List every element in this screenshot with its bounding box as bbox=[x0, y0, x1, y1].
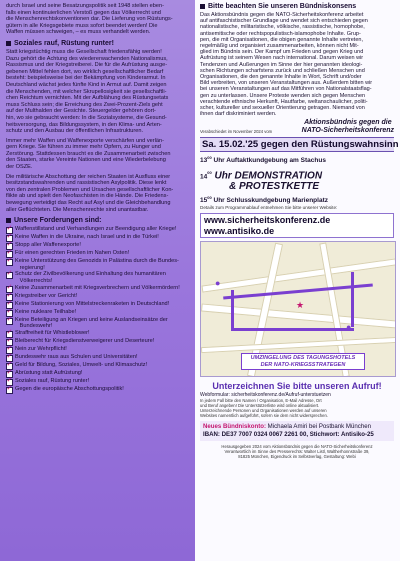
text-line: gütern in alle Kriegsgebiete muss sofort beendet werden! Die bbox=[6, 22, 158, 29]
bank-label: Neues Bündniskonto: bbox=[203, 423, 266, 431]
checkbox-check-icon bbox=[6, 387, 13, 394]
text-line: Websites namentlich aufgeführt, sofern sie dem nicht widersprechen. bbox=[200, 413, 328, 419]
text-line: Organisationen, die den genannte Inhalte in Wort, Schrift und/oder bbox=[200, 74, 362, 81]
text-line: bewegung verteidigt das Recht auf Asyl und die Gleichbehandlung bbox=[6, 200, 171, 207]
checkbox-check-icon bbox=[6, 259, 13, 266]
text-line: der OSZE. bbox=[6, 164, 33, 171]
bank-line bbox=[203, 423, 391, 431]
list-item-text: Bleiberecht für Kriegsdienstverweigerer und Deserteure! bbox=[15, 337, 155, 344]
text-line: ihnen darf diskriminiert werden. bbox=[200, 111, 277, 118]
list-item bbox=[6, 378, 191, 386]
website-box bbox=[200, 213, 394, 238]
list-item-text bbox=[15, 271, 166, 284]
soziales-paragraph-1 bbox=[6, 49, 191, 135]
text-line: Deutschland wächst jedes fünfte Kind in Armut auf. Damit zeigen bbox=[6, 81, 167, 88]
website-link-sicherheitskonferenz[interactable]: www.sicherheitskonferenz.de bbox=[204, 215, 331, 226]
list-item bbox=[6, 346, 191, 354]
list-item bbox=[6, 226, 191, 234]
bank-account-box bbox=[200, 421, 394, 441]
text-line: schutz und den Ausbau der öffentlichen Infrastrukturen. bbox=[6, 128, 144, 135]
intro-paragraph bbox=[6, 3, 191, 36]
list-item bbox=[6, 362, 191, 370]
list-item-line: Völkerrechts! bbox=[15, 278, 53, 284]
square-bullet-icon bbox=[200, 4, 205, 9]
text-line: die Menschenrechtskonventionen dar. Die Lieferung von Rüstungs- bbox=[6, 16, 173, 23]
text-line: die Menschenden, mit welcher Skrupellosigkeit sie gesellschaftli- bbox=[6, 88, 167, 95]
event-time: 13 bbox=[200, 157, 208, 165]
list-item-text: Soziales rauf, Rüstung runter! bbox=[15, 377, 89, 384]
text-line: Das Aktionsbündnis gegen die NATO-Sicherheitskonferenz arbeitet bbox=[200, 12, 364, 18]
list-item-line: Bundeswehr! bbox=[15, 323, 53, 330]
event-demonstration bbox=[200, 168, 394, 182]
soziales-paragraph-3 bbox=[6, 174, 191, 214]
route-map bbox=[200, 241, 396, 377]
checkbox-check-icon bbox=[6, 318, 13, 325]
text-line: Tendenzen und Äußerungen im Sinne der hier genannten ideologi- bbox=[200, 61, 363, 68]
event-text: Uhr Auftaktkundgebung am Stachus bbox=[213, 157, 326, 165]
text-line: Bild verbreiten, von unseren Veranstaltungen aus. Außerdem bitten wir bbox=[200, 80, 373, 87]
text-line: auf antifaschistischer Grundlage und wendet sich entschieden gegen bbox=[200, 18, 368, 25]
map-street bbox=[201, 258, 396, 292]
list-item bbox=[6, 330, 191, 338]
list-item bbox=[6, 354, 191, 362]
list-item bbox=[6, 301, 191, 309]
text-line: In jedem Fall bitte den Namen / Organisation, E-Mail Adresse, Ort bbox=[200, 398, 322, 404]
list-item-line: regierung! bbox=[15, 264, 45, 271]
text-line: glied im Bündnis sein. Der Kampf um Frieden und gegen Krieg und bbox=[200, 49, 364, 56]
list-item-text: Für einen gerechten Frieden im Nahen Osten! bbox=[15, 250, 130, 257]
list-item-text: Gegen die europäische Abschottungspolitik! bbox=[15, 385, 124, 392]
text-line: bei unseren Veranstaltungen auf das Mitführen von Nationalstaatsflag- bbox=[200, 86, 372, 93]
list-item bbox=[6, 370, 191, 378]
event-closing bbox=[200, 195, 394, 204]
list-item bbox=[6, 242, 191, 250]
list-item-text: Stopp aller Waffenexporte! bbox=[15, 242, 81, 249]
list-item-text: Kriegstreiber vor Gericht! bbox=[15, 292, 78, 299]
event-time: 14 bbox=[200, 172, 208, 180]
website-link-antisiko[interactable]: www.antisiko.de bbox=[204, 225, 275, 236]
text-line: flikte ab und spielt den Neofaschisten in die Hände. Die Friedens- bbox=[6, 193, 169, 200]
event-time-minutes: 00 bbox=[207, 155, 212, 161]
list-item-text: Geld für Bildung, Soziales, Umwelt- und Klimaschutz! bbox=[15, 361, 148, 368]
org-line: Aktionsbündnis gegen die bbox=[304, 119, 392, 127]
list-item-text: Abrüstung statt Aufrüstung! bbox=[15, 369, 83, 376]
text-line: von den zentralen Problemen und Ursachen gesellschaftlicher Kon- bbox=[6, 186, 174, 193]
list-item bbox=[6, 293, 191, 301]
organisation-name bbox=[302, 119, 394, 134]
route-line bbox=[231, 328, 354, 331]
right-column bbox=[200, 3, 399, 460]
section-heading-forderungen: Unsere Forderungen sind: bbox=[6, 217, 191, 224]
text-line: verachtende ethnische Herkunft, Hautfarbe, weltanschaulicher, politi- bbox=[200, 98, 368, 105]
list-item-line: Schutz der Zivilbevölkerung und Einhaltung des humanitären bbox=[15, 271, 166, 278]
text-line: auf der Multhalden der Gesichte. Steuergelder gehören dort- bbox=[6, 108, 156, 115]
list-item-text: Waffenstillstand und Verhandlungen zur Beendigung aller Kriege! bbox=[15, 226, 177, 233]
text-line: Immer mehr Waffen und Waffenexporte verschärfen und verlän- bbox=[6, 137, 164, 144]
text-line: und Beruf angeben! Die Unterstützerliste wird online aktualisiert. bbox=[200, 403, 320, 409]
text-line: aller Geflüchteten. Die Menschenrechte sind unantastbar. bbox=[6, 206, 149, 213]
list-item bbox=[6, 271, 191, 284]
section-heading-soziales: Soziales rauf, Rüstung runter! bbox=[6, 40, 191, 47]
event-time: 15 bbox=[200, 197, 208, 205]
text-line: antisemitische oder rechtspopulistisch-islamophobe Inhalte. Grup- bbox=[200, 30, 361, 37]
event-demonstration-line2: & PROTESTKETTE bbox=[229, 180, 320, 192]
details-note: Details zum Programmablauf entnehmen Sie bitte unserer Website: bbox=[200, 205, 338, 211]
list-item-text: Straffreiheit für Whistleblower! bbox=[15, 329, 90, 336]
map-street bbox=[201, 337, 396, 353]
event-text: Uhr Schlusskundgebung Marienplatz bbox=[213, 197, 328, 205]
text-line: chen Reichtum vernichten. Mit der Aufblähung des Rüstungsetats bbox=[6, 95, 169, 102]
list-item bbox=[6, 285, 191, 293]
text-line: gen zu unterlassen. Unsere Proteste wenden sich gegen Menschen bbox=[200, 92, 366, 99]
text-line: pen, die mit Organisationen, die obigen genannte Inhalte vertreten, bbox=[200, 36, 363, 43]
text-line: schen Richtungen scharfstens zurück und schließen Menschen und bbox=[200, 67, 365, 74]
list-item bbox=[6, 338, 191, 346]
consensus-paragraph bbox=[200, 12, 394, 117]
list-item-text: Keine nukleare Teilhabe! bbox=[15, 308, 77, 315]
left-column bbox=[0, 0, 195, 561]
list-item-text: Bundeswehr raus aus Schulen und Universitäten! bbox=[15, 353, 138, 360]
demands-list bbox=[6, 226, 191, 394]
text-line: Aufrüstung ist seinem Wesen nach international. Darum weisen wir bbox=[200, 55, 364, 62]
text-line: regelmäßig und organisiert zusammenarbeiten, können nicht Mit- bbox=[200, 43, 359, 50]
list-item-text: Keine Stationierung von Mittelstreckenraketen in Deutschland! bbox=[15, 300, 170, 307]
text-line: scher, kultureller und sexueller Orientierung getragen. Niemand von bbox=[200, 105, 365, 112]
list-item bbox=[6, 250, 191, 258]
signing-notes bbox=[200, 398, 394, 418]
soziales-paragraph-2 bbox=[6, 138, 191, 171]
text-line: falls einen kontinuierlichen Verstoß gegen das Völkerrecht und bbox=[6, 9, 161, 16]
text-line: Unterzeichnende Personen und Organisationen werden auf unseren bbox=[200, 408, 327, 414]
list-item-text bbox=[15, 317, 168, 330]
list-item bbox=[6, 309, 191, 317]
route-line bbox=[351, 272, 354, 327]
event-text: Uhr DEMONSTRATION bbox=[214, 169, 323, 181]
date-banner: Sa. 15.02.'25 gegen den Rüstungswahnsinn bbox=[202, 139, 399, 151]
iban-line: IBAN: DE37 7007 0324 0067 2261 00, Stichwort: Antisiko-25 bbox=[203, 431, 374, 439]
event-kickoff bbox=[200, 155, 394, 164]
list-item bbox=[6, 234, 191, 242]
text-line: Die militärische Abschottung der reichen Staaten ist Ausfluss einer bbox=[6, 173, 171, 180]
text-line: Statt kriegstüchtig muss die Gesellschaft friedensfähig werden! bbox=[6, 48, 162, 55]
text-line: Verantwortlich im Sinne des Presserechts: Walter Listl, Waltherhonnstraße 39, bbox=[224, 449, 370, 455]
list-item-text: Nein zur Wehrpflicht! bbox=[15, 345, 67, 352]
end-pin-icon: ● bbox=[346, 322, 352, 333]
square-bullet-icon bbox=[6, 41, 11, 46]
start-pin-icon: ● bbox=[215, 278, 221, 289]
list-item bbox=[6, 386, 191, 394]
text-line: Rassismus und der Kriegstreiberei. Die für die Aufrüstung ausge- bbox=[6, 62, 168, 69]
text-line: nationalistische, militaristische, völkische, rassistische, homophobe, bbox=[200, 24, 365, 31]
org-line: NATO-Sicherheitskonferenz bbox=[301, 126, 394, 134]
map-banner bbox=[241, 353, 365, 370]
text-line: muss Schluss sein; die Erreichung des Zwei-Prozent-Ziels geht bbox=[6, 101, 163, 108]
list-item-line: Keine Beteiligung an Kriegen und keine Auslandseinsätze der bbox=[15, 316, 168, 323]
support-heading: Unterzeichnen Sie bitte unseren Aufruf! bbox=[212, 381, 382, 392]
text-line: hin, wo sie gebraucht werden: In die Sozialsysteme, die Gesund- bbox=[6, 114, 167, 121]
signature-row bbox=[200, 119, 394, 134]
list-item-text: Keine Waffen in die Ukraine, nach Israel und in die Türkei! bbox=[15, 234, 159, 241]
checkbox-check-icon bbox=[6, 272, 13, 279]
text-line: Dazu gehört die Achtung des wiedererwachenden Nationalismus, bbox=[6, 55, 168, 62]
list-item-text bbox=[15, 258, 179, 271]
bank-holder: Michaela Amiri bei Postbank München bbox=[265, 423, 371, 431]
event-time-minutes: 00 bbox=[207, 169, 212, 175]
webform-link[interactable]: Webformular: sicherheitskonferenz.de/Aufruf-unterstuetzen bbox=[200, 392, 331, 399]
adoption-note: Verabschiedet im November 2024 vom bbox=[200, 129, 273, 135]
list-item-line: Keine Unterstützung des Genozids in Palästina durch die Bundes- bbox=[15, 258, 179, 265]
text-line: besteht: beispielsweise bei der Bekämpfung von Kinderarmut. In bbox=[6, 75, 166, 82]
section-heading-consensus: Bitte beachten Sie unseren Bündniskonsens bbox=[200, 3, 394, 10]
event-time-minutes: 00 bbox=[207, 194, 212, 200]
map-banner-line: DER NATO-KRIEGSSTRATEGEN bbox=[260, 361, 346, 368]
text-line: gebenen Mittel fehlen dort, wo wirklich gesellschaftlicher Bedarf bbox=[6, 68, 164, 75]
text-line: besitzstandswahrenden und rassistischen Asylpolitik. Diese lenkt bbox=[6, 180, 167, 187]
route-line bbox=[231, 290, 234, 330]
text-line: Herausgegeben 2024 vom Aktionsbündnis gegen die NATO-Sicherheitskonferenz bbox=[221, 444, 373, 450]
text-line: gern Kriege. Sie führen zu immer mehr Opfern, zu Hunger und bbox=[6, 144, 161, 151]
text-line: Waffen müssen schweigen, – es muss verhandelt werden. bbox=[6, 29, 151, 36]
text-line: den Staaten, starke Vereinte Nationen und eine Wiederbelebung bbox=[6, 157, 166, 164]
list-item bbox=[6, 317, 191, 330]
left-content bbox=[6, 3, 191, 394]
square-bullet-icon bbox=[6, 218, 11, 223]
list-item-text: Keine Zusammenarbeit mit Kriegsverbrechern und Völkermördern! bbox=[15, 284, 180, 291]
imprint bbox=[200, 444, 394, 459]
text-line: Zerstörung. Stattdessen braucht es die Zusammenarbeit zwischen bbox=[6, 150, 171, 157]
text-line: 81825 München, Eigendruck im Selbstverlag, Gestaltung: Webi bbox=[238, 454, 356, 460]
text-line: heitsversorgung, das Bildungssystem, in den Klima- und Arten- bbox=[6, 121, 162, 128]
text-line: durch Israel und seine Besatzungspolitik seit 1948 stellen eben- bbox=[6, 3, 164, 9]
hotel-marker-icon: ★ bbox=[296, 300, 305, 311]
map-banner-line: UMZINGELUNG DES TAGUNGSHOTELS bbox=[250, 355, 356, 362]
list-item bbox=[6, 258, 191, 271]
